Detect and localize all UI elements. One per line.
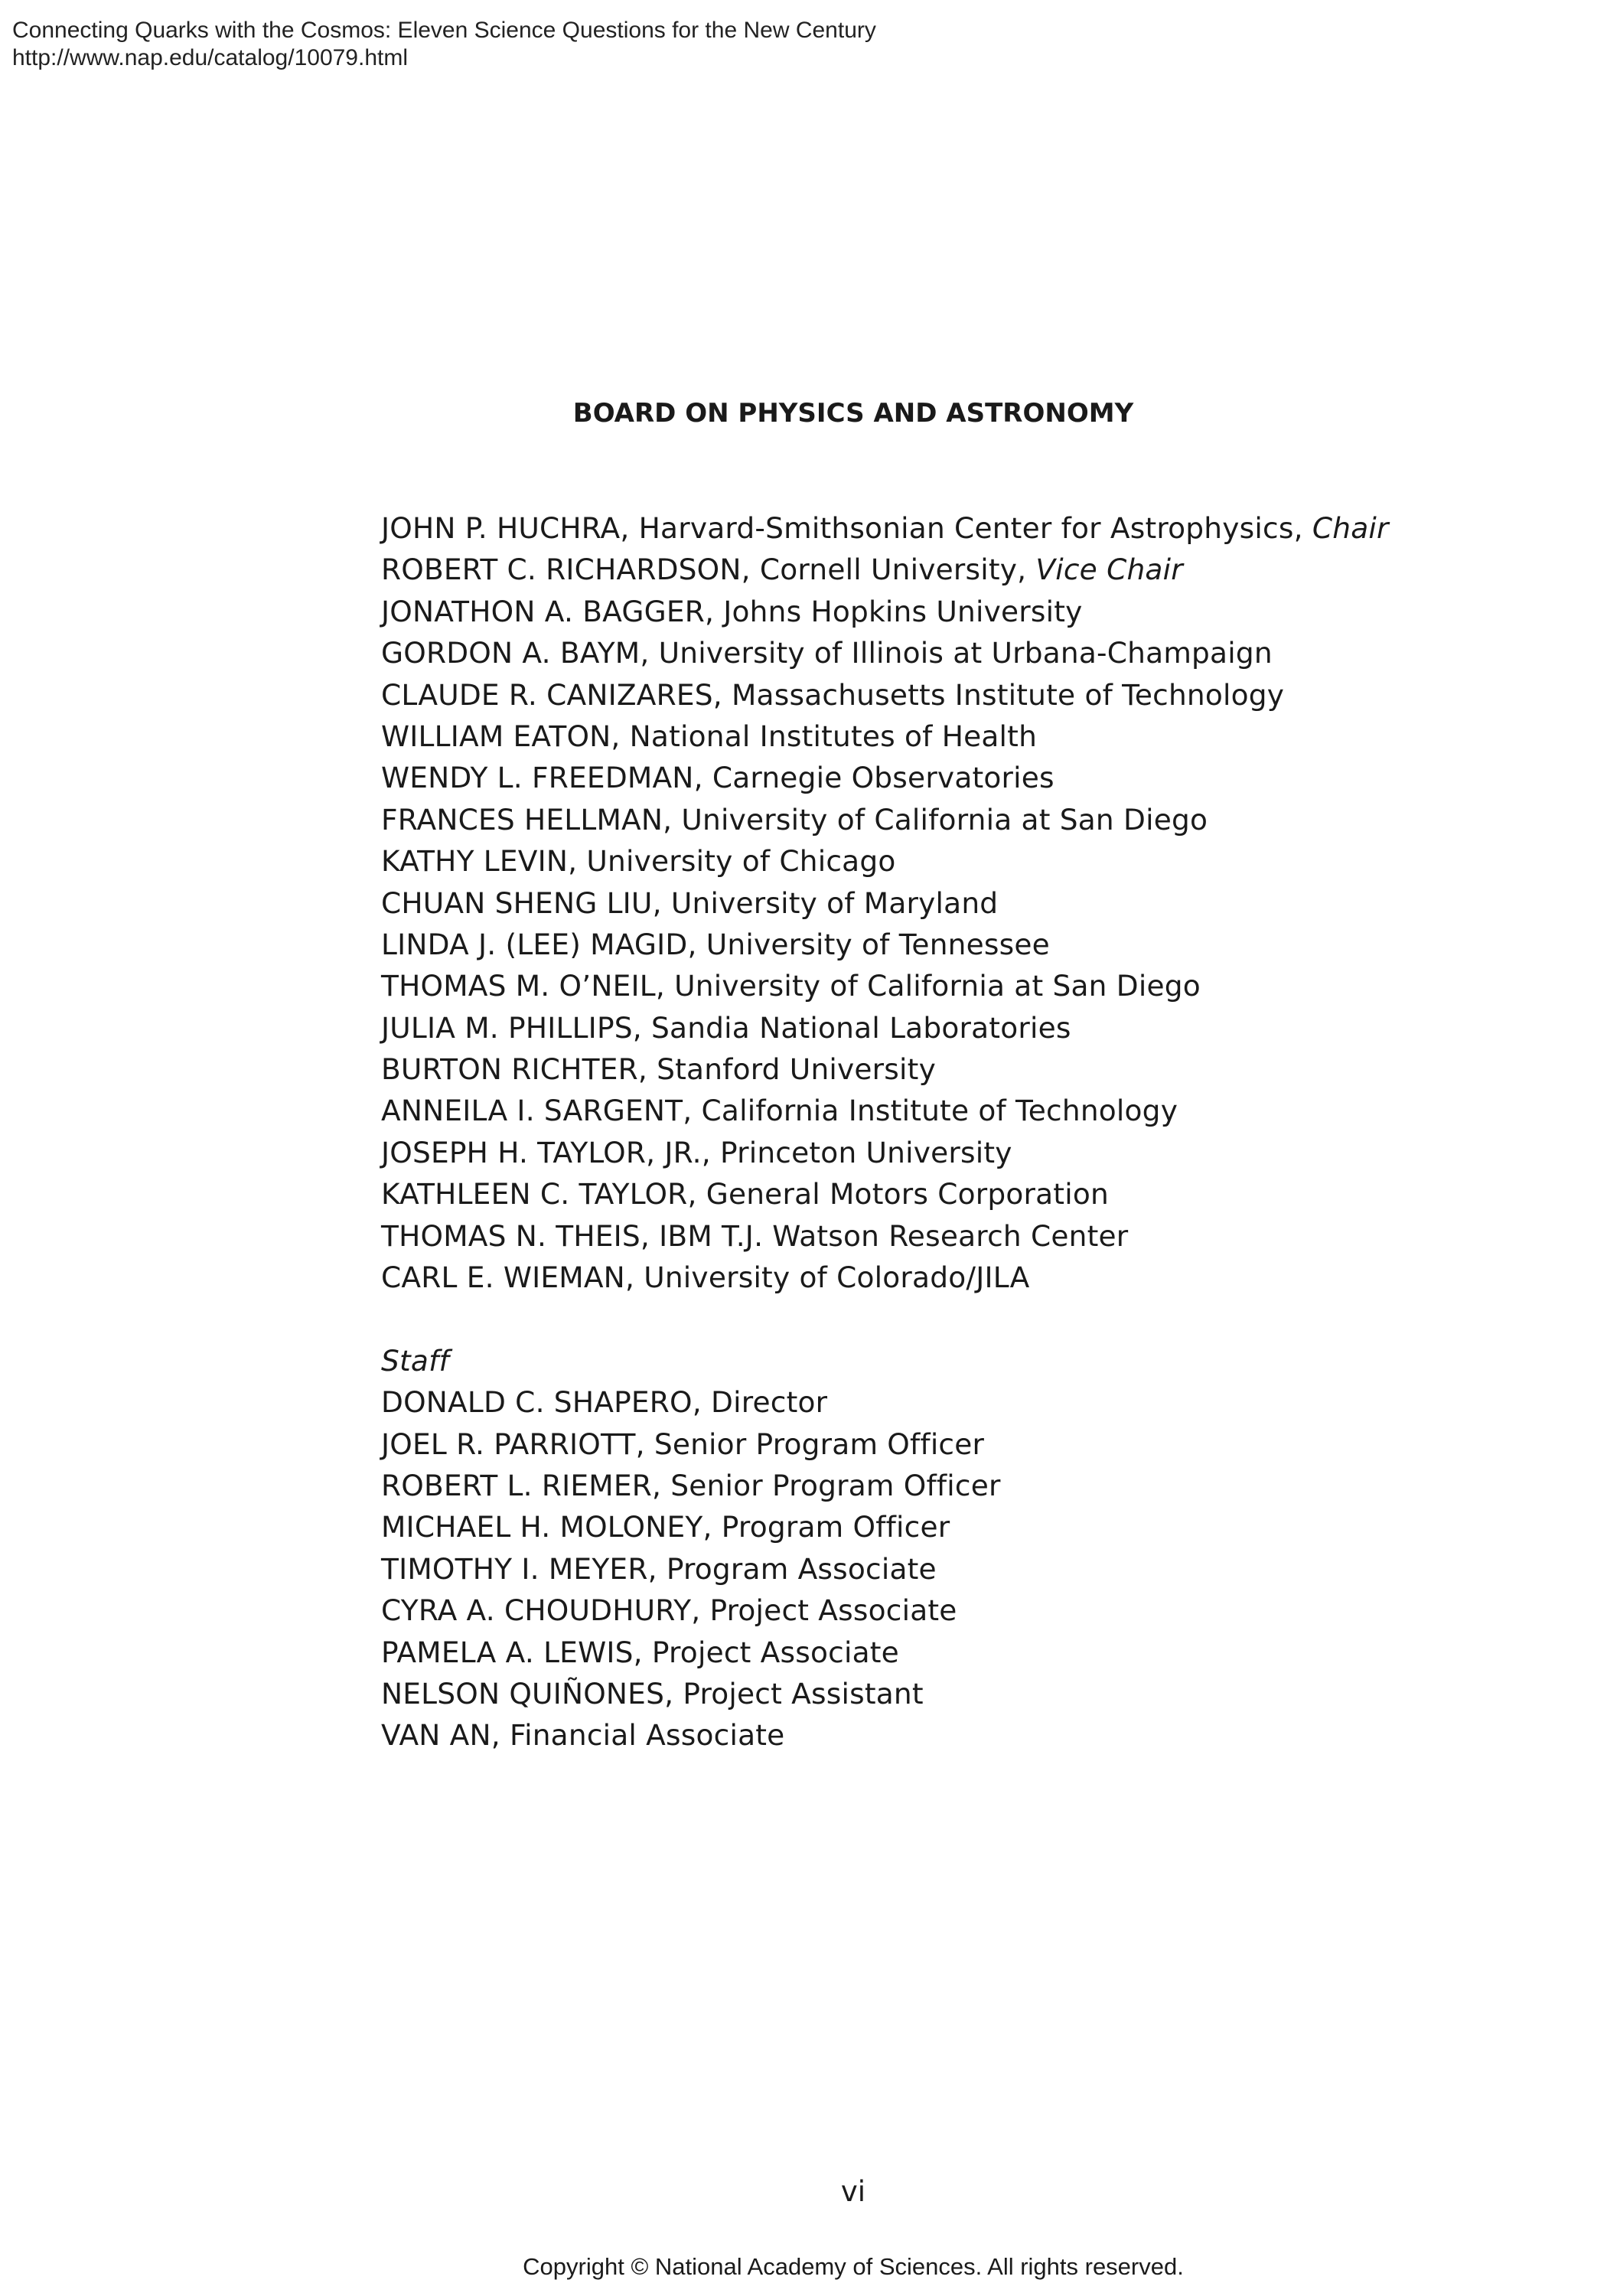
member-affiliation: Johns Hopkins University [723, 594, 1083, 628]
member-entry: JOSEPH H. TAYLOR, JR., Princeton University [381, 1135, 1012, 1169]
member-entry: WENDY L. FREEDMAN, Carnegie Observatories [381, 761, 1054, 795]
staff-entry: PAMELA A. LEWIS, Project Associate [381, 1635, 899, 1669]
member-entry: ANNEILA I. SARGENT, California Institute of Technology [381, 1094, 1178, 1128]
member-name: CHUAN SHENG LIU [381, 885, 653, 920]
staff-title: Director [711, 1385, 828, 1420]
member-entry: BURTON RICHTER, Stanford University [381, 1052, 936, 1087]
staff-title: Senior Program Officer [670, 1468, 1001, 1502]
staff-entry: TIMOTHY I. MEYER, Program Associate [381, 1551, 937, 1586]
member-affiliation: University of Tennessee [706, 927, 1050, 961]
member-affiliation: Princeton University [719, 1135, 1012, 1169]
member-affiliation: Harvard-Smithsonian Center for Astrophysics [638, 511, 1294, 545]
page-header [12, 17, 876, 72]
member-entry: JULIA M. PHILLIPS, Sandia National Laboratories [381, 1010, 1071, 1045]
staff-name: MICHAEL H. MOLONEY [381, 1510, 703, 1544]
member-entry: JONATHON A. BAGGER, Johns Hopkins University [381, 594, 1083, 628]
member-affiliation: General Motors Corporation [706, 1177, 1109, 1212]
staff-name: DONALD C. SHAPERO [381, 1385, 693, 1420]
member-name: CARL E. WIEMAN [381, 1261, 625, 1295]
member-affiliation: University of California at San Diego [674, 969, 1201, 1003]
member-affiliation: Cornell University [759, 553, 1018, 587]
member-affiliation: University of Chicago [586, 844, 896, 879]
book-title: Connecting Quarks with the Cosmos: Eleven Science Questions for the New Century [12, 18, 876, 43]
member-name: KATHY LEVIN [381, 844, 569, 879]
copyright-notice: Copyright © National Academy of Sciences. All rights reserved. [523, 2253, 1184, 2280]
member-name: FRANCES HELLMAN [381, 802, 663, 837]
member-role: Vice Chair [1035, 553, 1183, 587]
member-name: LINDA J. (LEE) MAGID [381, 927, 688, 961]
staff-entry: ROBERT L. RIEMER, Senior Program Officer [381, 1468, 1001, 1502]
member-affiliation: California Institute of Technology [701, 1094, 1178, 1128]
member-affiliation: Carnegie Observatories [712, 761, 1054, 795]
member-name: WILLIAM EATON [381, 719, 611, 753]
board-title: BOARD ON PHYSICS AND ASTRONOMY [572, 398, 1134, 429]
member-entry: THOMAS M. O’NEIL, University of California at San Diego [381, 969, 1201, 1003]
member-name: BURTON RICHTER [381, 1052, 638, 1087]
staff-entry: VAN AN, Financial Associate [381, 1718, 785, 1753]
staff-entry: MICHAEL H. MOLONEY, Program Officer [381, 1510, 950, 1544]
member-entry: JOHN P. HUCHRA, Harvard-Smithsonian Center for Astrophysics, Chair [381, 511, 1389, 545]
member-name: KATHLEEN C. TAYLOR [381, 1177, 688, 1212]
staff-entry: NELSON QUIÑONES, Project Assistant [381, 1676, 924, 1711]
staff-entry: CYRA A. CHOUDHURY, Project Associate [381, 1593, 957, 1628]
staff-title: Project Associate [709, 1593, 957, 1628]
member-entry: CARL E. WIEMAN, University of Colorado/JILA [381, 1261, 1030, 1295]
member-entry: WILLIAM EATON, National Institutes of Health [381, 719, 1038, 753]
member-entry: KATHLEEN C. TAYLOR, General Motors Corporation [381, 1177, 1109, 1212]
staff-title: Program Officer [721, 1510, 950, 1544]
staff-title: Program Associate [666, 1551, 937, 1586]
staff-name: ROBERT L. RIEMER [381, 1468, 652, 1502]
member-affiliation: Sandia National Laboratories [651, 1010, 1071, 1045]
member-name: JOSEPH H. TAYLOR, JR. [381, 1135, 702, 1169]
staff-name: CYRA A. CHOUDHURY [381, 1593, 692, 1628]
member-name: ANNEILA I. SARGENT [381, 1094, 683, 1128]
member-entry: GORDON A. BAYM, University of Illinois at Urbana-Champaign [381, 636, 1273, 670]
catalog-url[interactable]: http://www.nap.edu/catalog/10079.html [12, 45, 409, 70]
member-affiliation: University of California at San Diego [681, 802, 1208, 837]
member-name: THOMAS M. O’NEIL [381, 969, 656, 1003]
staff-title: Senior Program Officer [654, 1427, 985, 1461]
staff-list [381, 1381, 1389, 1756]
staff-entry: DONALD C. SHAPERO, Director [381, 1385, 828, 1420]
member-affiliation: IBM T.J. Watson Research Center [659, 1218, 1129, 1253]
member-affiliation: National Institutes of Health [629, 719, 1038, 753]
staff-name: TIMOTHY I. MEYER [381, 1551, 648, 1586]
staff-title: Project Assistant [683, 1676, 924, 1711]
member-name: WENDY L. FREEDMAN [381, 761, 694, 795]
staff-heading: Staff [381, 1343, 449, 1378]
staff-name: NELSON QUIÑONES [381, 1676, 665, 1711]
member-affiliation: University of Colorado/JILA [644, 1261, 1030, 1295]
member-role: Chair [1312, 511, 1389, 545]
member-affiliation: University of Maryland [670, 885, 999, 920]
member-entry: CHUAN SHENG LIU, University of Maryland [381, 885, 999, 920]
member-affiliation: University of Illinois at Urbana-Champaign [658, 636, 1273, 670]
member-name: JULIA M. PHILLIPS [381, 1010, 633, 1045]
member-entry: THOMAS N. THEIS, IBM T.J. Watson Research Center [381, 1218, 1129, 1253]
member-name: CLAUDE R. CANIZARES [381, 677, 713, 712]
member-name: JOHN P. HUCHRA [381, 511, 621, 545]
member-name: ROBERT C. RICHARDSON [381, 553, 742, 587]
member-list [381, 507, 1389, 1298]
member-entry: FRANCES HELLMAN, University of California at San Diego [381, 802, 1208, 837]
member-name: JONATHON A. BAGGER [381, 594, 705, 628]
staff-entry: JOEL R. PARRIOTT, Senior Program Officer [381, 1427, 985, 1461]
staff-name: VAN AN [381, 1718, 491, 1753]
member-entry: LINDA J. (LEE) MAGID, University of Tennessee [381, 927, 1050, 961]
member-name: THOMAS N. THEIS [381, 1218, 641, 1253]
staff-title: Financial Associate [510, 1718, 785, 1753]
member-entry: KATHY LEVIN, University of Chicago [381, 844, 896, 879]
staff-title: Project Associate [651, 1635, 899, 1669]
roster [381, 507, 1389, 1756]
member-entry: ROBERT C. RICHARDSON, Cornell University, Vice Chair [381, 553, 1183, 587]
member-entry: CLAUDE R. CANIZARES, Massachusetts Institute of Technology [381, 677, 1285, 712]
page-number: vi [840, 2175, 866, 2208]
member-affiliation: Massachusetts Institute of Technology [731, 677, 1285, 712]
staff-name: PAMELA A. LEWIS [381, 1635, 634, 1669]
member-affiliation: Stanford University [657, 1052, 936, 1087]
member-name: GORDON A. BAYM [381, 636, 641, 670]
staff-name: JOEL R. PARRIOTT [381, 1427, 636, 1461]
